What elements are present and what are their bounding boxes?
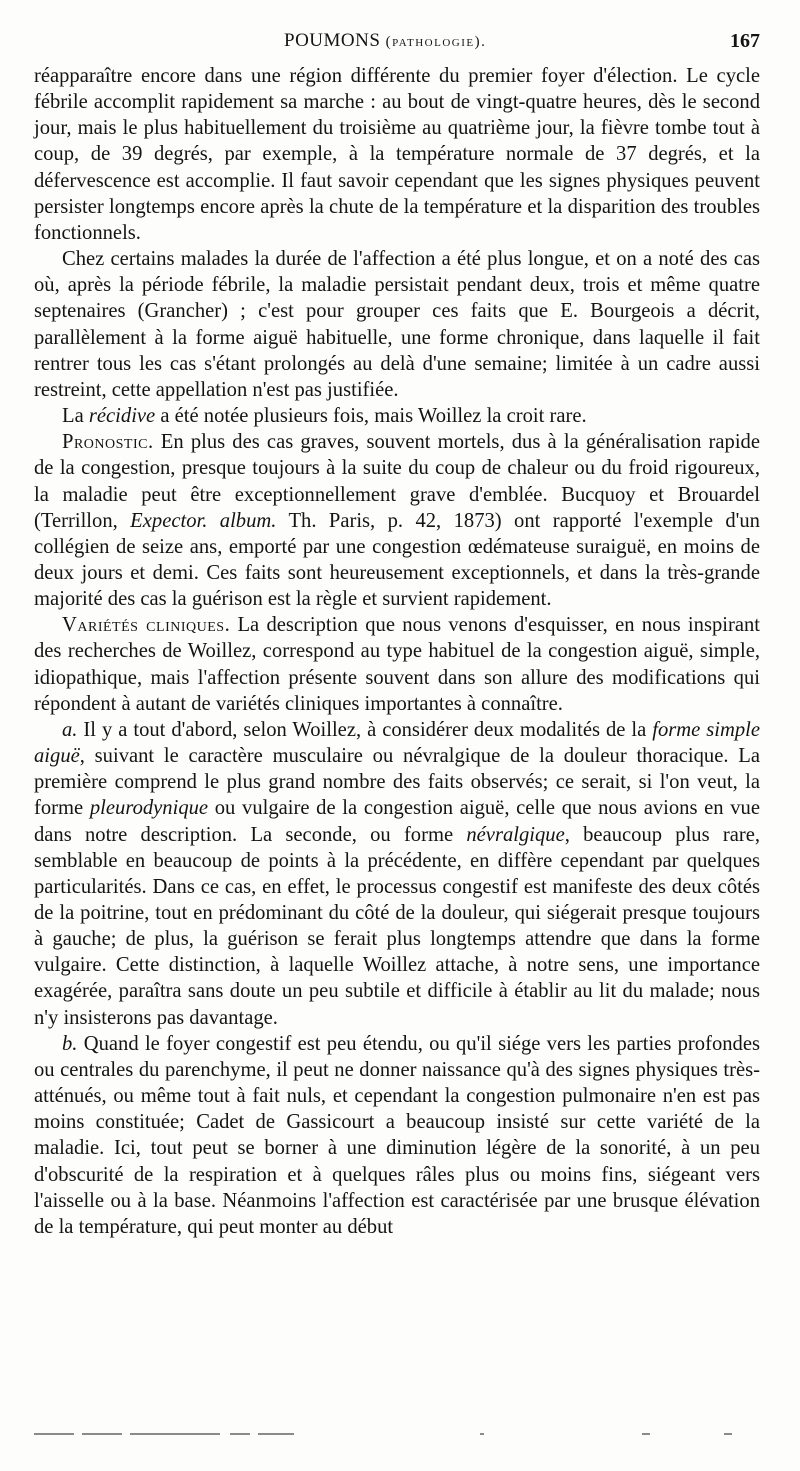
paragraph-pronostic [34,429,760,612]
recidive-text-c: a été notée plusieurs fois, mais Woillez la croit rare. [155,405,587,428]
variety-b-text: Quand le foyer congestif est peu étendu, ou qu'il siége vers les parties profondes ou centrales du parenchyme, il peut ne donner naissance qu'à des signes physiques très-atténués, ou même tout à fait nuls, et cependant la congestion pulmonaire n'en est pas moins constituée; Cadet de Gassicourt a beaucoup insisté sur cette variété de la maladie. Ici, tout peut se borner à une diminution légère de la sonorité, à un peu d'obscurité de la respiration et à quelques râles plus ou moins fins, siégeant vers l'aisselle ou à la base. Néanmoins l'affection est caractérisée par une brusque élévation de la température, qui peut monter au début [34,1032,760,1238]
recidive-text-a: La [62,405,89,428]
recidive-term: récidive [88,405,156,428]
variety-b-marker: b. [62,1032,78,1055]
variety-a-text-g: , beaucoup plus rare, semblable en beaucoup de points à la précédente, en diffère cependant par quelques particularités. Dans ce cas, en effet, le processus congestif est manifeste des deux côtés de la poitrine, tout en prédominant du côté de la douleur, qui siégerait presque toujours à gauche; de plus, la guérison se ferait plus longtemps attendre que dans la forme vulgaire. Cette distinction, à laquelle Woillez attache, à notre sens, une importance exagérée, paraîtra sans doute un peu subtile et difficile à établir au lit du malade; nous n'y insisterons pas davantage. [34,823,761,1029]
paragraph-fever-cycle: réapparaître encore dans une région différente du premier foyer d'élection. Le cycle fébrile accomplit rapidement sa marche : au bout de vingt-quatre heures, dès le second jour, mais le plus habituellement du troisième au quatrième jour, la fièvre tombe tout à coup, de 39 degrés, par exemple, à la température normale de 37 degrés, et la défervescence est accomplie. Il faut savoir cependant que les signes physiques peuvent persister longtemps encore après la chute de la température et la disparition des troubles fonctionnels. [34,65,760,244]
variety-a-term-forme-simple: forme simple aiguë [34,718,761,768]
page-text [34,63,760,1240]
varietes-heading: Variétés cliniques. [62,614,231,637]
variety-a-text-a: Il y a tout d'abord, selon Woillez, à considérer deux modalités de la [77,718,653,741]
running-title-subtitle: (pathologie). [385,34,487,50]
running-title [284,30,486,52]
running-title-main: POUMONS [284,30,386,51]
pronostic-heading: Pronostic. [62,431,154,454]
running-header [34,30,760,60]
variety-a-marker: a. [62,718,78,741]
paragraph-prolonged-cases: Chez certains malades la durée de l'affection a été plus longue, et on a noté des cas où, après la période fébrile, la maladie persistait pendant deux, trois et même quatre septenaires (Grancher) ; c'est pour grouper ces faits que E. Bourgeois a décrit, parallèlement à la forme aiguë habituelle, une forme chronique, dans laquelle il fait rentrer tous les cas s'étant prolongés au delà d'une semaine; limitée à un cadre aussi restreint, cette appellation n'est pas justifiée. [34,248,760,401]
variety-a-term-pleurodynique: pleurodynique [89,797,209,820]
varietes-text: La description que nous venons d'esquisser, en nous inspirant des recherches de Woillez, correspond au type habituel de la congestion aiguë, simple, idiopathique, mais l'affection présente souvent dans son allure des modifications qui répondent à autant de variétés cliniques importantes à connaître. [34,614,760,715]
pronostic-text-a: En plus des cas graves, souvent mortels, dus à la généralisation rapide de la congestion, presque toujours à la suite du coup de chaleur ou du froid rigoureux, la maladie peut être exceptionnellement grave d'emblée. Bucquoy et Brouardel (Terrillon, [34,431,760,532]
pronostic-text-c: Th. Paris, p. 42, 1873) ont rapporté l'exemple d'un collégien de seize ans, emporté par une congestion œdémateuse suraiguë, en moins de deux jours et demi. Ces faits sont heureusement exceptionnels, et dans la très-grande majorité des cas la guérison est la règle et survient rapidement. [34,509,760,611]
paragraph-variety-a [34,717,760,1031]
scan-artifact-line [34,1433,760,1437]
variety-a-text-c: , suivant le caractère musculaire ou névralgique de la douleur thoracique. La première comprend le plus grand nombre des faits observés; ce serait, si l'on veut, la forme [34,745,760,820]
paragraph-recidive [34,403,760,429]
pronostic-citation-title: Expector. album. [130,509,277,532]
variety-a-text-e: ou vulgaire de la congestion aiguë, celle que nous avions en vue dans notre description. La seconde, ou forme [34,797,760,846]
page-number: 167 [730,30,760,52]
variety-a-term-nevralgique: névralgique [466,823,565,846]
paragraph-variety-b [34,1031,760,1240]
paragraph-varietes-cliniques [34,612,760,717]
